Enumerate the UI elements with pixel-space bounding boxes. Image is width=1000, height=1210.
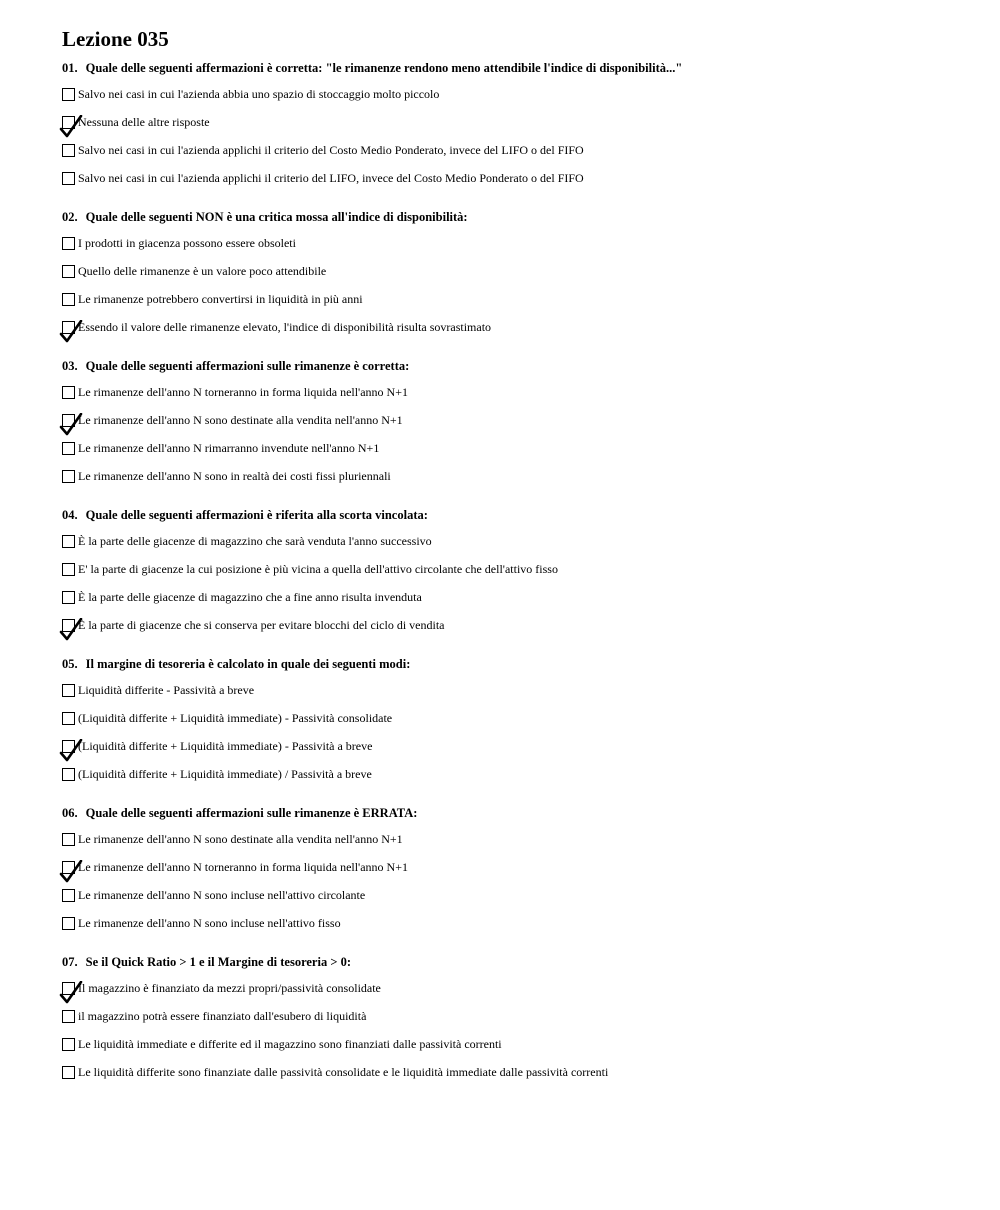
answer-option[interactable] [62,555,962,583]
answer-checkbox[interactable] [62,442,75,455]
answer-text: Salvo nei casi in cui l'azienda abbia uno spazio di stoccaggio molto piccolo [78,87,440,101]
answer-text: (Liquidità differite + Liquidità immediate) - Passività consolidate [78,711,393,725]
answer-text: Le rimanenze dell'anno N torneranno in forma liquida nell'anno N+1 [78,860,408,874]
question-text: Quale delle seguenti NON è una critica mossa all'indice di disponibilità: [85,210,468,224]
question-heading [62,358,962,374]
answer-option[interactable] [62,313,962,341]
answer-checkbox-checked[interactable] [62,619,75,632]
answer-checkbox-checked[interactable] [62,414,75,427]
answer-text: Salvo nei casi in cui l'azienda applichi il criterio del Costo Medio Ponderato, invece del LIFO o del FIFO [78,143,584,157]
question-heading [62,656,962,672]
answer-checkbox[interactable] [62,712,75,725]
answer-options [62,229,962,341]
answer-option[interactable] [62,583,962,611]
answer-option[interactable] [62,1030,962,1058]
question-02 [62,209,962,341]
answer-checkbox[interactable] [62,768,75,781]
question-04 [62,507,962,639]
answer-checkbox[interactable] [62,265,75,278]
answer-text: Le rimanenze dell'anno N torneranno in forma liquida nell'anno N+1 [78,385,408,399]
answer-option[interactable] [62,164,962,192]
answer-text: I prodotti in giacenza possono essere obsoleti [78,236,296,250]
answer-option[interactable] [62,136,962,164]
answer-option[interactable] [62,909,962,937]
answer-text: Liquidità differite - Passività a breve [78,683,255,697]
answer-checkbox[interactable] [62,293,75,306]
answer-checkbox[interactable] [62,889,75,902]
answer-option[interactable] [62,80,962,108]
answer-text: Quello delle rimanenze è un valore poco attendibile [78,264,327,278]
question-number: 02. [62,210,78,224]
answer-option[interactable] [62,1002,962,1030]
answer-text: È la parte di giacenze che si conserva per evitare blocchi del ciclo di vendita [78,618,445,632]
answer-checkbox[interactable] [62,144,75,157]
answer-checkbox[interactable] [62,684,75,697]
answer-text: Le rimanenze dell'anno N sono incluse nell'attivo fisso [78,916,341,930]
question-01 [62,60,962,192]
answer-text: E' la parte di giacenze la cui posizione è più vicina a quella dell'attivo circolante che dell'attivo fisso [78,562,558,576]
question-text: Se il Quick Ratio > 1 e il Margine di tesoreria > 0: [85,955,351,969]
answer-checkbox[interactable] [62,88,75,101]
answer-option[interactable] [62,974,962,1002]
answer-option[interactable] [62,108,962,136]
answer-option[interactable] [62,1058,962,1086]
answer-checkbox[interactable] [62,833,75,846]
question-heading [62,209,962,225]
answer-text: È la parte delle giacenze di magazzino che a fine anno risulta invenduta [78,590,422,604]
answer-text: Le rimanenze dell'anno N sono in realtà dei costi fissi pluriennali [78,469,391,483]
question-heading [62,805,962,821]
answer-option[interactable] [62,434,962,462]
question-text: Il margine di tesoreria è calcolato in quale dei seguenti modi: [85,657,411,671]
answer-options [62,378,962,490]
question-number: 03. [62,359,78,373]
answer-text: Le rimanenze dell'anno N sono incluse nell'attivo circolante [78,888,366,902]
answer-checkbox[interactable] [62,1066,75,1079]
question-03 [62,358,962,490]
answer-checkbox[interactable] [62,591,75,604]
answer-option[interactable] [62,611,962,639]
question-07 [62,954,962,1086]
answer-option[interactable] [62,825,962,853]
answer-text: il magazzino potrà essere finanziato dall'esubero di liquidità [78,1009,367,1023]
answer-options [62,676,962,788]
answer-text: Le rimanenze dell'anno N sono destinate alla vendita nell'anno N+1 [78,413,403,427]
answer-options [62,974,962,1086]
answer-checkbox-checked[interactable] [62,861,75,874]
question-text: Quale delle seguenti affermazioni è corretta: "le rimanenze rendono meno attendibile l'indice di disponibilità..." [85,61,683,75]
answer-checkbox[interactable] [62,386,75,399]
answer-text: (Liquidità differite + Liquidità immediate) - Passività a breve [78,739,373,753]
answer-text: Le rimanenze dell'anno N sono destinate alla vendita nell'anno N+1 [78,832,403,846]
answer-options [62,527,962,639]
answer-checkbox[interactable] [62,535,75,548]
answer-option[interactable] [62,527,962,555]
answer-checkbox[interactable] [62,1038,75,1051]
answer-option[interactable] [62,704,962,732]
answer-text: (Liquidità differite + Liquidità immediate) / Passività a breve [78,767,372,781]
question-05 [62,656,962,788]
answer-text: Le liquidità immediate e differite ed il magazzino sono finanziati dalle passività correnti [78,1037,502,1051]
answer-checkbox[interactable] [62,917,75,930]
question-number: 07. [62,955,78,969]
answer-text: È la parte delle giacenze di magazzino che sarà venduta l'anno successivo [78,534,432,548]
answer-option[interactable] [62,760,962,788]
answer-text: Le rimanenze potrebbero convertirsi in liquidità in più anni [78,292,363,306]
answer-checkbox[interactable] [62,172,75,185]
answer-option[interactable] [62,853,962,881]
question-heading [62,507,962,523]
answer-checkbox-checked[interactable] [62,321,75,334]
question-text: Quale delle seguenti affermazioni sulle rimanenze è ERRATA: [85,806,418,820]
answer-text: Le rimanenze dell'anno N rimarranno invendute nell'anno N+1 [78,441,380,455]
answer-checkbox-checked[interactable] [62,982,75,995]
question-heading [62,60,962,76]
answer-option[interactable] [62,406,962,434]
answer-options [62,825,962,937]
question-number: 04. [62,508,78,522]
answer-text: Le liquidità differite sono finanziate dalle passività consolidate e le liquidità immediate dalle passività correnti [78,1065,609,1079]
answer-checkbox[interactable] [62,563,75,576]
question-number: 06. [62,806,78,820]
answer-text: Salvo nei casi in cui l'azienda applichi il criterio del LIFO, invece del Costo Medio Ponderato o del FIFO [78,171,584,185]
question-heading [62,954,962,970]
answer-option[interactable] [62,462,962,490]
answer-option[interactable] [62,378,962,406]
answer-text: Nessuna delle altre risposte [78,115,210,129]
answer-options [62,80,962,192]
question-number: 01. [62,61,78,75]
answer-checkbox[interactable] [62,1010,75,1023]
question-number: 05. [62,657,78,671]
answer-option[interactable] [62,257,962,285]
question-text: Quale delle seguenti affermazioni sulle rimanenze è corretta: [85,359,410,373]
answer-option[interactable] [62,676,962,704]
answer-text: Il magazzino è finanziato da mezzi propri/passività consolidate [78,981,381,995]
answer-checkbox[interactable] [62,470,75,483]
answer-checkbox[interactable] [62,237,75,250]
quiz-page [62,26,962,1103]
answer-option[interactable] [62,881,962,909]
answer-checkbox-checked[interactable] [62,116,75,129]
answer-checkbox-checked[interactable] [62,740,75,753]
answer-text: Essendo il valore delle rimanenze elevato, l'indice di disponibilità risulta sovrastimato [78,320,492,334]
lesson-title: Lezione 035 [62,27,169,51]
question-text: Quale delle seguenti affermazioni è riferita alla scorta vincolata: [85,508,428,522]
question-06 [62,805,962,937]
answer-option[interactable] [62,285,962,313]
answer-option[interactable] [62,229,962,257]
question-list [62,60,962,1086]
answer-option[interactable] [62,732,962,760]
